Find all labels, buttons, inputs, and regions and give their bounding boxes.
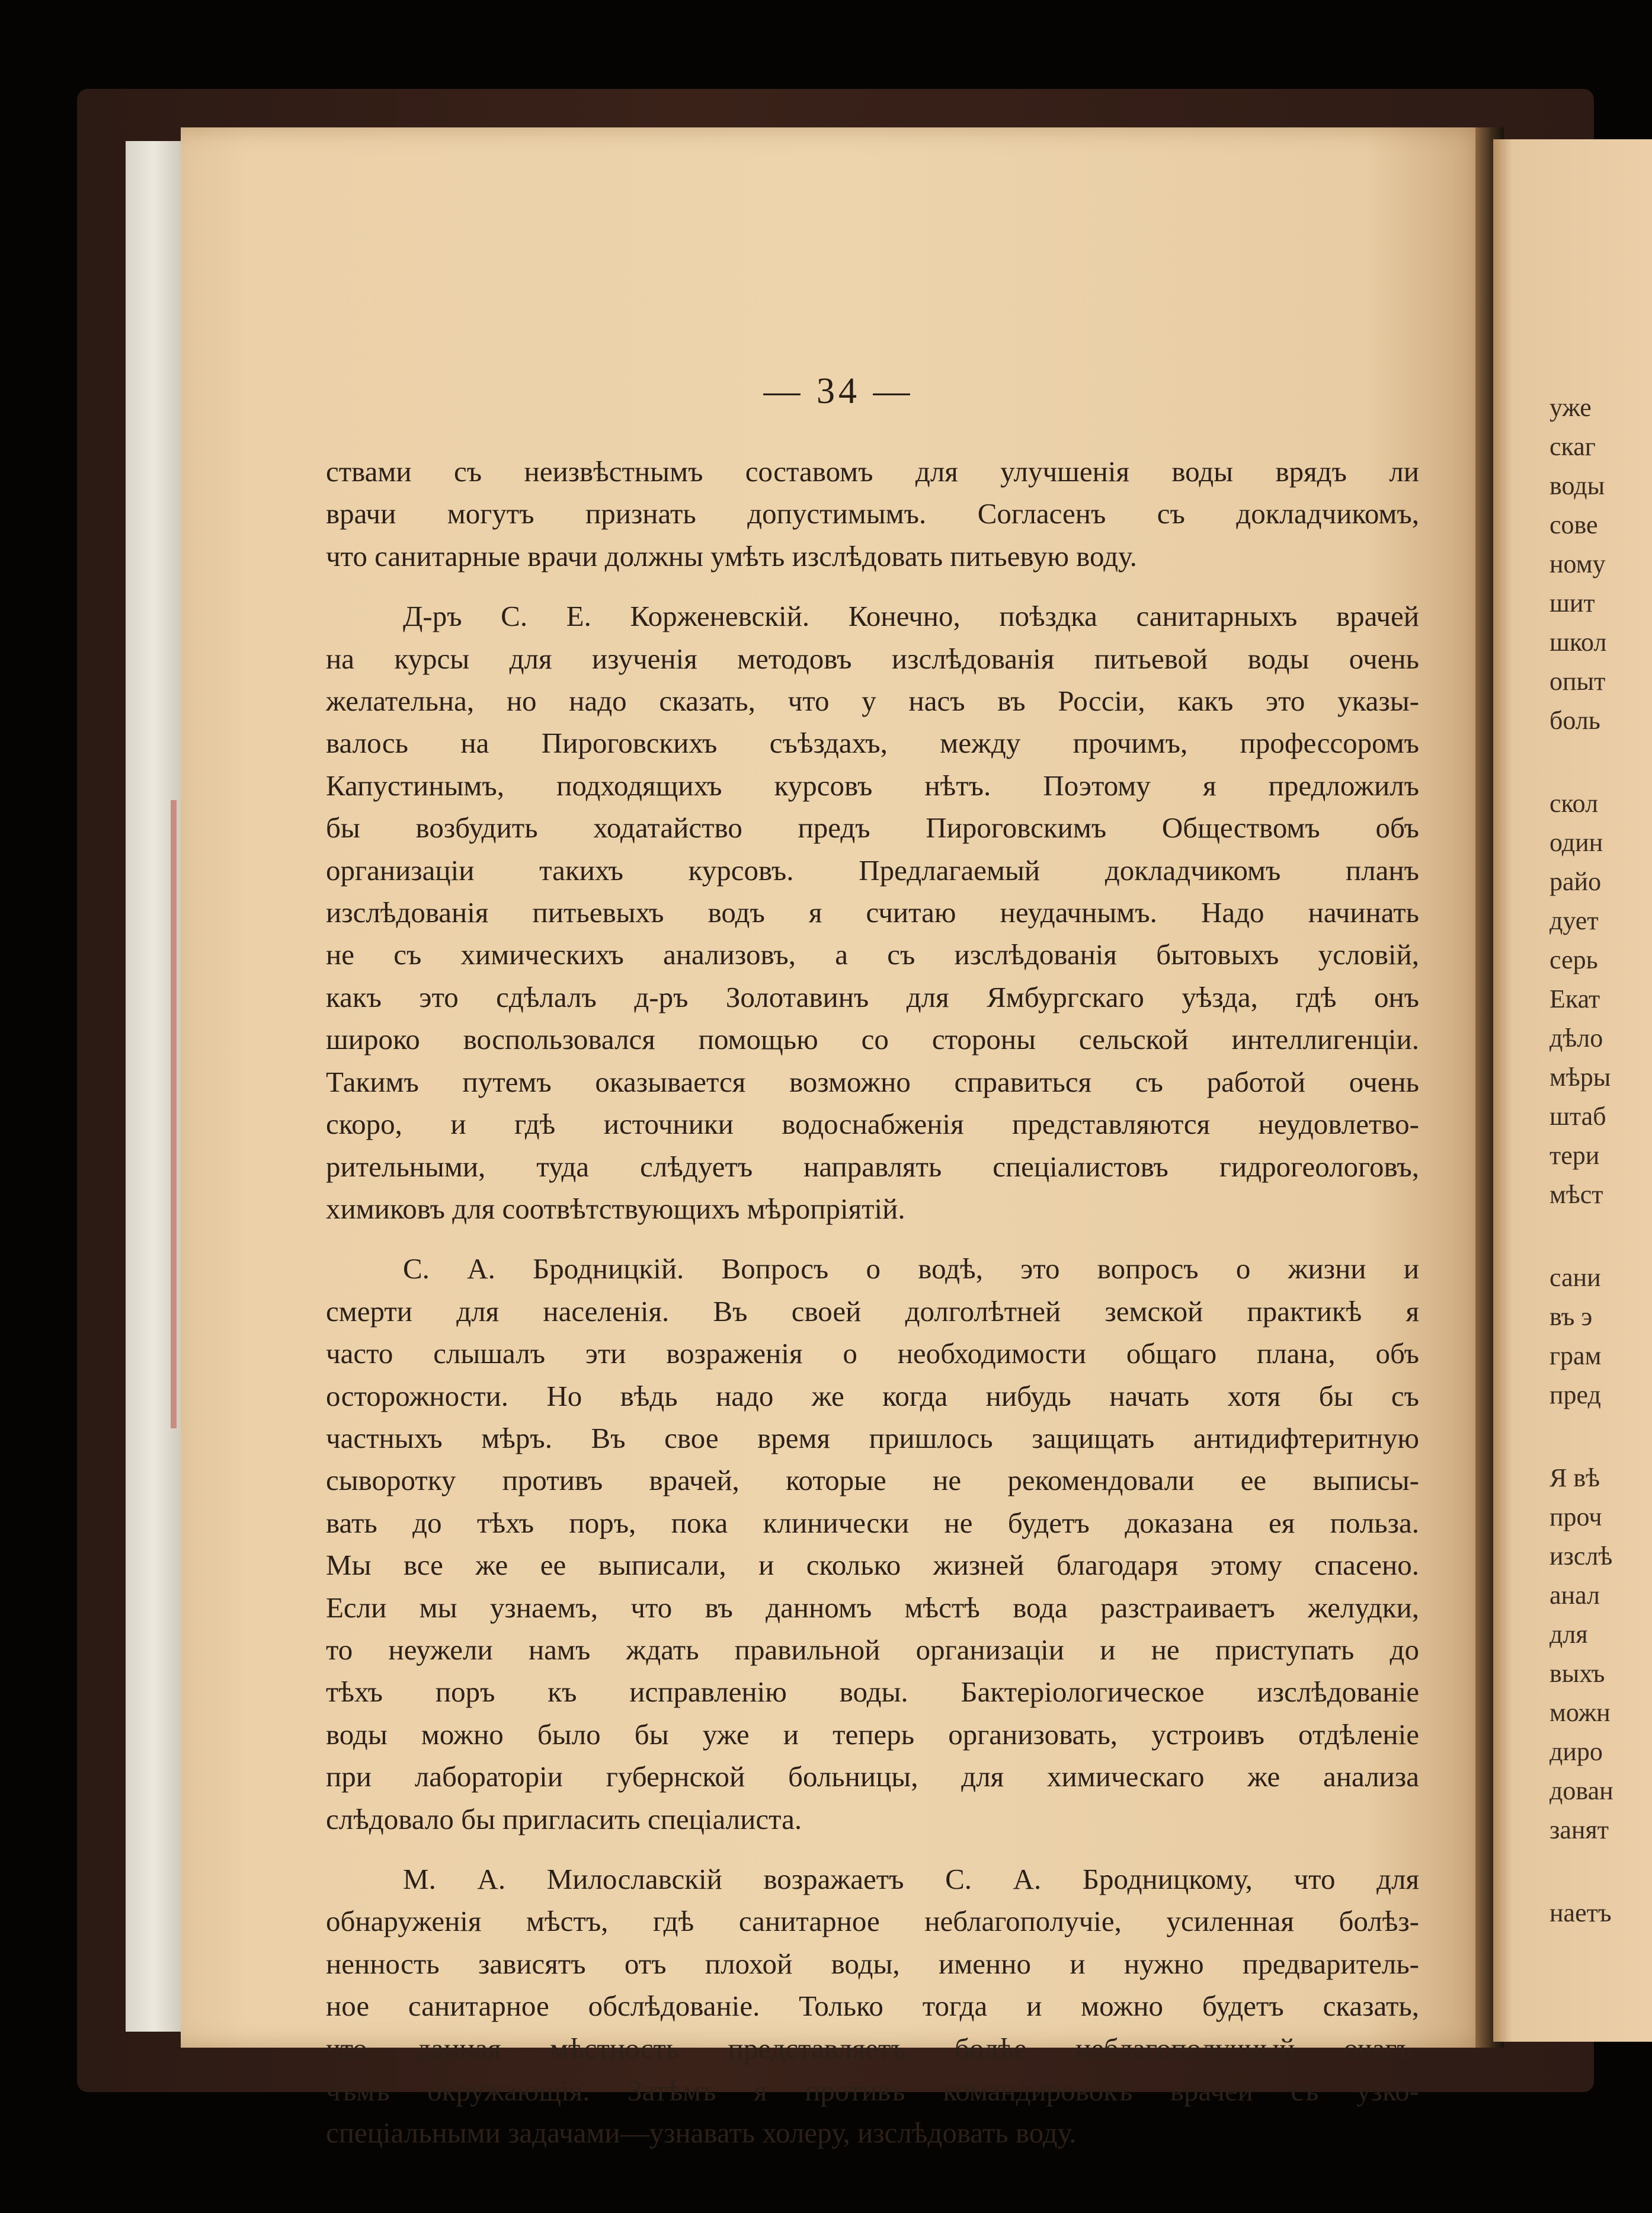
text-line: то неужели намъ ждать правильной организаціи и не приступать до bbox=[326, 1633, 1419, 1666]
edge-mark bbox=[171, 800, 177, 1428]
text-line: спеціальными задачами—узнавать холеру, изслѣдовать воду. bbox=[326, 2116, 1077, 2150]
text-line: С. А. Бродницкій. Вопросъ о водѣ, это вопросъ о жизни и bbox=[403, 1252, 1419, 1285]
facing-page-fragment: школ bbox=[1549, 628, 1607, 657]
text-line: врачи могутъ признать допустимымъ. Согласенъ съ докладчикомъ, bbox=[326, 497, 1419, 530]
facing-page-fragments bbox=[1549, 388, 1652, 1933]
text-line: бы возбудить ходатайство предъ Пироговскимъ Обществомъ объ bbox=[326, 811, 1419, 845]
facing-page-fragment: райо bbox=[1549, 867, 1602, 896]
text-line: чѣмъ окружающія. Затѣмъ я противъ командировокъ врачей съ узко- bbox=[326, 2074, 1419, 2108]
text-line: Мы все же ее выписали, и сколько жизней благодаря этому спасено. bbox=[326, 1549, 1419, 1582]
text-line: Если мы узнаемъ, что въ данномъ мѣстѣ вода разстраиваетъ желудки, bbox=[326, 1591, 1419, 1624]
text-line: что данная мѣстность представляетъ болѣе неблагополучный очагъ, bbox=[326, 2032, 1419, 2065]
text-line: частныхъ мѣръ. Въ свое время пришлось защищать антидифтеритную bbox=[326, 1421, 1419, 1454]
facing-page-fragment: грам bbox=[1549, 1341, 1602, 1370]
facing-page-fragment: скаг bbox=[1549, 432, 1596, 461]
facing-page-fragment: сани bbox=[1549, 1263, 1601, 1292]
text-line: организаціи такихъ курсовъ. Предлагаемый докладчикомъ планъ bbox=[326, 853, 1419, 887]
facing-page-fragment: воды bbox=[1549, 471, 1605, 500]
page-text bbox=[326, 450, 1419, 2154]
facing-page-fragment: въ э bbox=[1549, 1302, 1593, 1331]
text-line: часто слышалъ эти возраженія о необходимости общаго плана, объ bbox=[326, 1337, 1419, 1370]
facing-page-fragment: тери bbox=[1549, 1141, 1600, 1170]
facing-page-fragment: мѣст bbox=[1549, 1180, 1603, 1209]
facing-page-fragment: можн bbox=[1549, 1698, 1611, 1727]
text-line: желательна, но надо сказать, что у насъ въ Россіи, какъ это указы- bbox=[326, 685, 1419, 718]
facing-page bbox=[1493, 139, 1652, 2042]
facing-page-fragment: изслѣ bbox=[1549, 1542, 1613, 1571]
facing-page-fragment: дует bbox=[1549, 906, 1599, 935]
facing-page-fragment: ному bbox=[1549, 549, 1606, 578]
facing-page-fragment: диро bbox=[1549, 1737, 1603, 1766]
facing-page-fragment: проч bbox=[1549, 1502, 1602, 1531]
paragraph bbox=[326, 595, 1419, 1230]
facing-page-fragment: один bbox=[1549, 828, 1603, 857]
facing-page-fragment: боль bbox=[1549, 706, 1600, 735]
facing-page-fragment: мѣры bbox=[1549, 1063, 1611, 1092]
paragraph bbox=[326, 1248, 1419, 1840]
text-line: не съ химическихъ анализовъ, а съ изслѣдованія бытовыхъ условій, bbox=[326, 938, 1419, 971]
text-line: рительными, туда слѣдуетъ направлять спеціалистовъ гидрогеологовъ, bbox=[326, 1150, 1419, 1183]
text-line: ненность зависятъ отъ плохой воды, именно и нужно предваритель- bbox=[326, 1947, 1419, 1980]
facing-page-fragment: Екат bbox=[1549, 984, 1600, 1013]
facing-page-fragment: штаб bbox=[1549, 1102, 1606, 1131]
text-line: М. А. Милославскій возражаетъ С. А. Бродницкому, что для bbox=[403, 1863, 1419, 1895]
facing-page-fragment: выхъ bbox=[1549, 1659, 1605, 1688]
text-line: тѣхъ поръ къ исправленію воды. Бактеріологическое изслѣдованіе bbox=[326, 1675, 1419, 1709]
facing-page-fragment: пред bbox=[1549, 1380, 1601, 1409]
facing-page-fragment: наетъ bbox=[1549, 1898, 1612, 1927]
text-line: осторожности. Но вѣдь надо же когда нибудь начать хотя бы съ bbox=[326, 1379, 1419, 1412]
page-number: — 34 — bbox=[763, 371, 914, 411]
paragraph bbox=[326, 450, 1419, 577]
facing-page-fragment: скол bbox=[1549, 789, 1599, 818]
facing-page-fragment: занят bbox=[1549, 1815, 1609, 1844]
text-line: Такимъ путемъ оказывается возможно справиться съ работой очень bbox=[326, 1065, 1419, 1098]
text-line: широко воспользовался помощью со стороны сельской интеллигенціи. bbox=[326, 1023, 1419, 1056]
text-line: Капустинымъ, подходящихъ курсовъ нѣтъ. Поэтому я предложилъ bbox=[326, 769, 1419, 802]
text-line: сыворотку противъ врачей, которые не рекомендовали ее выписы- bbox=[326, 1464, 1419, 1497]
facing-page-fragment: дован bbox=[1549, 1776, 1613, 1805]
text-line: вать до тѣхъ поръ, пока клинически не будетъ доказана ея польза. bbox=[326, 1506, 1419, 1539]
facing-page-fragment: анал bbox=[1549, 1581, 1600, 1610]
text-line: ствами съ неизвѣстнымъ составомъ для улучшенія воды врядъ ли bbox=[326, 455, 1419, 488]
text-line: какъ это сдѣлалъ д-ръ Золотавинъ для Ямбургскаго уѣзда, гдѣ онъ bbox=[326, 980, 1419, 1013]
text-line: при лабораторіи губернской больницы, для химическаго же анализа bbox=[326, 1760, 1419, 1793]
facing-page-fragment: опыт bbox=[1549, 667, 1606, 696]
text-line: химиковъ для соотвѣтствующихъ мѣропріятій. bbox=[326, 1192, 905, 1225]
paragraph bbox=[326, 1858, 1419, 2154]
text-line: Д-ръ С. Е. Корженевскій. Конечно, поѣздка санитарныхъ врачей bbox=[403, 600, 1419, 633]
text-line: ное санитарное обслѣдованіе. Только тогда и можно будетъ сказать, bbox=[326, 1990, 1419, 2023]
facing-page-fragment: сове bbox=[1549, 510, 1598, 539]
text-line: изслѣдованія питьевыхъ водъ я считаю неудачнымъ. Надо начинать bbox=[326, 896, 1419, 929]
text-line: что санитарные врачи должны умѣть изслѣдовать питьевую воду. bbox=[326, 539, 1137, 573]
text-line: слѣдовало бы пригласить спеціалиста. bbox=[326, 1802, 802, 1835]
facing-page-fragment: Я вѣ bbox=[1549, 1463, 1600, 1492]
facing-page-fragment: шит bbox=[1549, 589, 1595, 618]
facing-page-fragment: уже bbox=[1549, 393, 1592, 422]
text-line: смерти для населенія. Въ своей долголѣтней земской практикѣ я bbox=[326, 1294, 1419, 1328]
text-line: воды можно было бы уже и теперь организовать, устроивъ отдѣленіе bbox=[326, 1718, 1419, 1751]
facing-page-fragment: серь bbox=[1549, 945, 1598, 974]
facing-page-fragment: дѣло bbox=[1549, 1024, 1603, 1053]
text-line: обнаруженія мѣстъ, гдѣ санитарное неблагополучіе, усиленная болѣз- bbox=[326, 1905, 1419, 1938]
text-line: скоро, и гдѣ источники водоснабженія представляются неудовлетво- bbox=[326, 1108, 1419, 1141]
text-line: на курсы для изученія методовъ изслѣдованія питьевой воды очень bbox=[326, 642, 1419, 675]
facing-page-fragment: для bbox=[1549, 1620, 1588, 1649]
text-line: валось на Пироговскихъ съѣздахъ, между прочимъ, профессоромъ bbox=[326, 727, 1419, 760]
book-page bbox=[181, 127, 1496, 2150]
